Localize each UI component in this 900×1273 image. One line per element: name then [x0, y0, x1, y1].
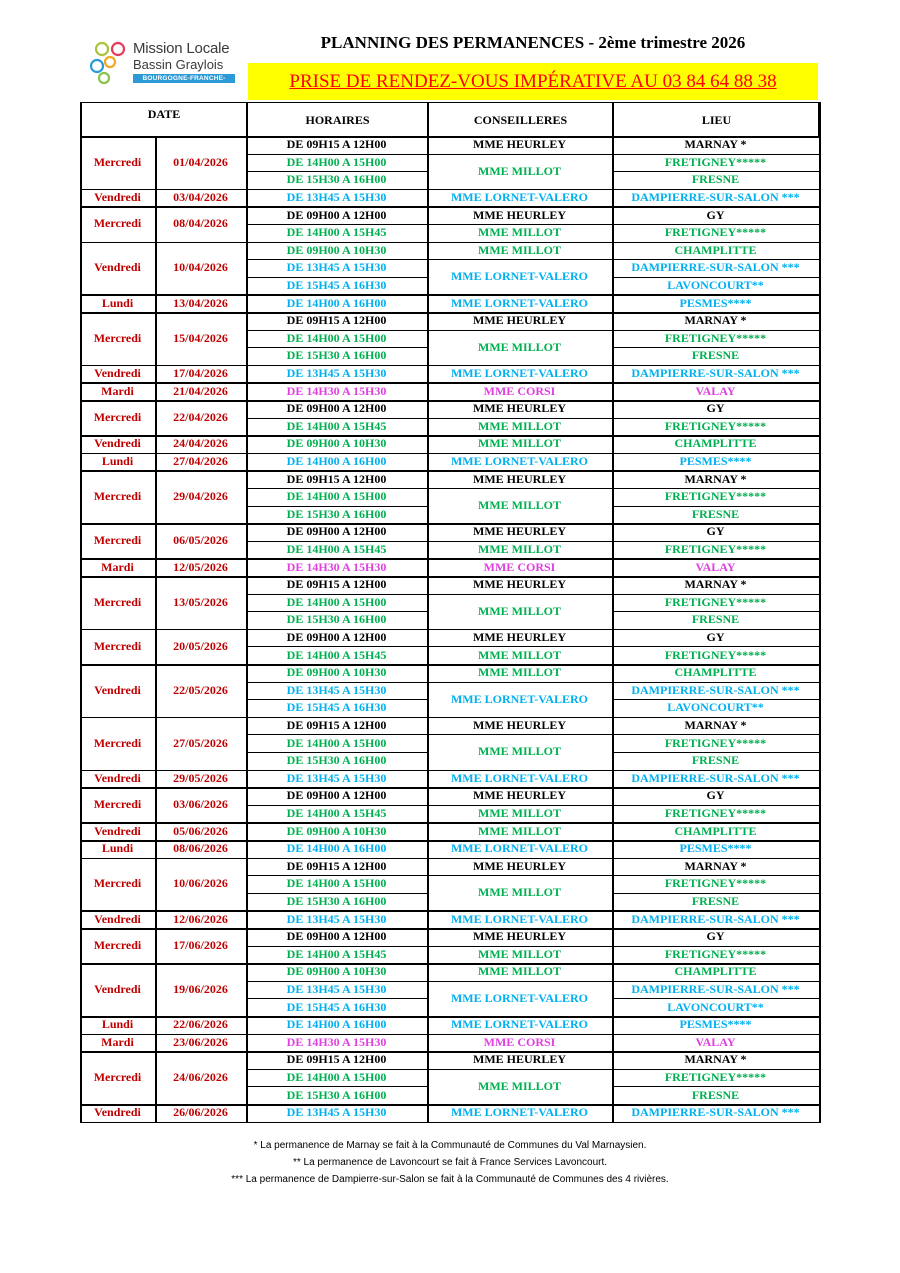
horaire-cell: DE 09H00 A 12H00 [286, 524, 387, 539]
day-cell: Mercredi [93, 797, 142, 812]
conseillere-cell: MME LORNET-VALERO [450, 841, 589, 856]
day-cell: Vendredi [94, 982, 141, 997]
horaire-cell: DE 09H15 A 12H00 [286, 471, 387, 486]
day-cell: Mercredi [93, 154, 142, 169]
lieu-cell: LAVONCOURT** [667, 700, 764, 715]
horaire-cell: DE 14H00 A 16H00 [286, 454, 387, 469]
horaire-cell: DE 09H00 A 10H30 [286, 436, 387, 451]
conseillere-cell: MME MILLOT [478, 603, 561, 618]
day-cell: Mercredi [93, 533, 142, 548]
date-cell: 29/04/2026 [173, 489, 228, 504]
conseillere-cell: MME HEURLEY [473, 207, 566, 222]
horaire-cell: DE 15H30 A 16H00 [286, 753, 387, 768]
lieu-cell: FRESNE [691, 894, 740, 909]
conseillere-cell: MME HEURLEY [473, 788, 566, 803]
horaire-cell: DE 09H15 A 12H00 [286, 313, 387, 328]
horaire-cell: DE 14H00 A 15H00 [286, 735, 387, 750]
conseillere-cell: MME MILLOT [478, 418, 561, 433]
horaire-cell: DE 14H30 A 15H30 [286, 559, 387, 574]
horaire-cell: DE 14H00 A 15H45 [286, 418, 387, 433]
lieu-cell: PESMES**** [679, 1017, 752, 1032]
horaire-cell: DE 09H00 A 12H00 [286, 401, 387, 416]
day-cell: Lundi [101, 841, 134, 856]
lieu-cell: MARNAY * [684, 471, 747, 486]
column-divider [427, 102, 429, 136]
footnote-2: ** La permanence de Lavoncourt se fait à France Services Lavoncourt. [292, 1157, 608, 1168]
date-cell: 10/06/2026 [173, 876, 228, 891]
horaire-cell: DE 09H15 A 12H00 [286, 718, 387, 733]
horaire-cell: DE 15H45 A 16H30 [286, 700, 387, 715]
horaire-cell: DE 14H00 A 15H45 [286, 225, 387, 240]
lieu-cell: GY [706, 401, 725, 416]
lieu-cell: CHAMPLITTE [674, 242, 757, 257]
day-cell: Mercredi [93, 410, 142, 425]
lieu-cell: FRETIGNEY***** [664, 154, 767, 169]
day-cell: Vendredi [94, 366, 141, 381]
day-cell: Vendredi [94, 770, 141, 785]
lieu-cell: PESMES**** [679, 454, 752, 469]
lieu-cell: FRESNE [691, 348, 740, 363]
date-cell: 24/06/2026 [173, 1070, 228, 1085]
conseillere-cell: MME HEURLEY [473, 630, 566, 645]
lieu-cell: DAMPIERRE-SUR-SALON *** [631, 366, 800, 381]
date-cell: 13/05/2026 [173, 594, 228, 609]
horaire-cell: DE 13H45 A 15H30 [286, 190, 387, 205]
day-cell: Mercredi [93, 1070, 142, 1085]
conseillere-cell: MME HEURLEY [473, 577, 566, 592]
horaire-cell: DE 13H45 A 15H30 [286, 911, 387, 926]
column-divider [155, 136, 157, 1123]
horaire-cell: DE 14H00 A 15H00 [286, 594, 387, 609]
date-cell: 17/04/2026 [173, 366, 228, 381]
date-cell: 21/04/2026 [173, 383, 228, 398]
conseillere-cell: MME MILLOT [478, 806, 561, 821]
lieu-cell: GY [706, 788, 725, 803]
date-cell: 26/06/2026 [173, 1105, 228, 1120]
conseillere-cell: MME LORNET-VALERO [450, 190, 589, 205]
column-divider [246, 102, 248, 136]
column-divider [612, 102, 614, 1123]
lieu-cell: DAMPIERRE-SUR-SALON *** [631, 190, 800, 205]
lieu-cell: CHAMPLITTE [674, 665, 757, 680]
lieu-cell: GY [706, 929, 725, 944]
date-cell: 13/04/2026 [173, 295, 228, 310]
column-divider [427, 102, 429, 1123]
lieu-cell: MARNAY * [684, 718, 747, 733]
conseillere-cell: MME MILLOT [478, 498, 561, 513]
horaire-cell: DE 14H30 A 15H30 [286, 1034, 387, 1049]
lieu-cell: DAMPIERRE-SUR-SALON *** [631, 770, 800, 785]
conseillere-cell: MME MILLOT [478, 823, 561, 838]
lieu-cell: VALAY [695, 1034, 736, 1049]
lieu-cell: DAMPIERRE-SUR-SALON *** [631, 1105, 800, 1120]
header-conseilleres: CONSEILLERES [473, 113, 568, 127]
horaire-cell: DE 09H15 A 12H00 [286, 1052, 387, 1067]
day-cell: Vendredi [94, 682, 141, 697]
horaire-cell: DE 15H30 A 16H00 [286, 172, 387, 187]
appointment-banner: PRISE DE RENDEZ-VOUS IMPÉRATIVE AU 03 84 64 88 38 [248, 63, 818, 100]
lieu-cell: FRESNE [691, 612, 740, 627]
date-cell: 29/05/2026 [173, 770, 228, 785]
horaire-cell: DE 09H00 A 10H30 [286, 242, 387, 257]
horaire-cell: DE 14H00 A 16H00 [286, 295, 387, 310]
day-cell: Mercredi [93, 638, 142, 653]
conseillere-cell: MME MILLOT [478, 242, 561, 257]
horaire-cell: DE 13H45 A 15H30 [286, 982, 387, 997]
conseillere-cell: MME LORNET-VALERO [450, 454, 589, 469]
lieu-cell: DAMPIERRE-SUR-SALON *** [631, 682, 800, 697]
horaire-cell: DE 14H00 A 15H00 [286, 330, 387, 345]
date-cell: 01/04/2026 [173, 154, 228, 169]
lieu-cell: LAVONCOURT** [667, 278, 764, 293]
horaire-cell: DE 09H00 A 10H30 [286, 964, 387, 979]
day-cell: Mercredi [93, 735, 142, 750]
column-divider [80, 102, 82, 1123]
lieu-cell: FRESNE [691, 1087, 740, 1102]
conseillere-cell: MME LORNET-VALERO [450, 911, 589, 926]
date-cell: 24/04/2026 [173, 436, 228, 451]
lieu-cell: DAMPIERRE-SUR-SALON *** [631, 911, 800, 926]
horaire-cell: DE 14H00 A 15H45 [286, 806, 387, 821]
conseillere-cell: MME CORSI [483, 383, 556, 398]
lieu-cell: MARNAY * [684, 858, 747, 873]
horaire-cell: DE 13H45 A 15H30 [286, 260, 387, 275]
horaire-cell: DE 09H00 A 12H00 [286, 630, 387, 645]
date-cell: 17/06/2026 [173, 938, 228, 953]
conseillere-cell: MME MILLOT [478, 1078, 561, 1093]
conseillere-cell: MME LORNET-VALERO [450, 366, 589, 381]
conseillere-cell: MME MILLOT [478, 225, 561, 240]
header-lieu: LIEU [701, 113, 732, 127]
lieu-cell: FRETIGNEY***** [664, 594, 767, 609]
lieu-cell: FRETIGNEY***** [664, 225, 767, 240]
conseillere-cell: MME MILLOT [478, 964, 561, 979]
logo-region-badge: BOURGOGNE-FRANCHE-COMTE [133, 74, 235, 83]
date-cell: 05/06/2026 [173, 823, 228, 838]
conseillere-cell: MME HEURLEY [473, 471, 566, 486]
conseillere-cell: MME HEURLEY [473, 313, 566, 328]
conseillere-cell: MME LORNET-VALERO [450, 1105, 589, 1120]
header-horaires: HORAIRES [305, 113, 370, 127]
lieu-cell: FRESNE [691, 172, 740, 187]
horaire-cell: DE 14H00 A 15H00 [286, 1070, 387, 1085]
horaire-cell: DE 15H30 A 16H00 [286, 612, 387, 627]
lieu-cell: LAVONCOURT** [667, 999, 764, 1014]
date-cell: 12/05/2026 [173, 559, 228, 574]
conseillere-cell: MME MILLOT [478, 436, 561, 451]
horaire-cell: DE 14H00 A 15H45 [286, 542, 387, 557]
horaire-cell: DE 13H45 A 15H30 [286, 1105, 387, 1120]
day-cell: Mercredi [93, 594, 142, 609]
date-cell: 03/06/2026 [173, 797, 228, 812]
date-cell: 27/05/2026 [173, 735, 228, 750]
conseillere-cell: MME MILLOT [478, 647, 561, 662]
date-cell: 15/04/2026 [173, 330, 228, 345]
lieu-cell: VALAY [695, 383, 736, 398]
horaire-cell: DE 15H45 A 16H30 [286, 278, 387, 293]
day-cell: Lundi [101, 295, 134, 310]
date-cell: 22/04/2026 [173, 410, 228, 425]
date-cell: 20/05/2026 [173, 638, 228, 653]
lieu-cell: MARNAY * [684, 577, 747, 592]
lieu-cell: CHAMPLITTE [674, 436, 757, 451]
lieu-cell: MARNAY * [684, 1052, 747, 1067]
horaire-cell: DE 09H00 A 10H30 [286, 823, 387, 838]
logo-line-2: Bassin Graylois [133, 57, 224, 72]
day-cell: Vendredi [94, 1105, 141, 1120]
lieu-cell: FRETIGNEY***** [664, 1070, 767, 1085]
day-cell: Mardi [101, 383, 134, 398]
horaire-cell: DE 15H30 A 16H00 [286, 1087, 387, 1102]
date-cell: 08/04/2026 [173, 216, 228, 231]
day-cell: Mardi [101, 559, 134, 574]
horaire-cell: DE 14H30 A 15H30 [286, 383, 387, 398]
horaire-cell: DE 14H00 A 15H00 [286, 876, 387, 891]
day-cell: Mercredi [93, 876, 142, 891]
conseillere-cell: MME MILLOT [478, 163, 561, 178]
conseillere-cell: MME LORNET-VALERO [450, 269, 589, 284]
date-cell: 08/06/2026 [173, 841, 228, 856]
horaire-cell: DE 14H00 A 15H45 [286, 647, 387, 662]
lieu-cell: FRETIGNEY***** [664, 647, 767, 662]
date-cell: 03/04/2026 [173, 190, 228, 205]
conseillere-cell: MME MILLOT [478, 885, 561, 900]
horaire-cell: DE 15H30 A 16H00 [286, 506, 387, 521]
date-cell: 22/05/2026 [173, 682, 228, 697]
lieu-cell: VALAY [695, 559, 736, 574]
horaire-cell: DE 09H00 A 10H30 [286, 665, 387, 680]
page-title: PLANNING DES PERMANENCES - 2ème trimestre 2026 [320, 33, 746, 52]
day-cell: Vendredi [94, 823, 141, 838]
lieu-cell: FRESNE [691, 506, 740, 521]
day-cell: Mercredi [93, 938, 142, 953]
horaire-cell: DE 09H15 A 12H00 [286, 858, 387, 873]
lieu-cell: CHAMPLITTE [674, 823, 757, 838]
date-cell: 12/06/2026 [173, 911, 228, 926]
lieu-cell: GY [706, 630, 725, 645]
lieu-cell: DAMPIERRE-SUR-SALON *** [631, 982, 800, 997]
date-cell: 22/06/2026 [173, 1017, 228, 1032]
lieu-cell: FRETIGNEY***** [664, 946, 767, 961]
day-cell: Mardi [101, 1034, 134, 1049]
conseillere-cell: MME HEURLEY [473, 718, 566, 733]
lieu-cell: FRETIGNEY***** [664, 876, 767, 891]
day-cell: Mercredi [93, 330, 142, 345]
conseillere-cell: MME MILLOT [478, 665, 561, 680]
conseillere-cell: MME MILLOT [478, 744, 561, 759]
lieu-cell: FRETIGNEY***** [664, 735, 767, 750]
horaire-cell: DE 09H00 A 12H00 [286, 929, 387, 944]
lieu-cell: FRETIGNEY***** [664, 489, 767, 504]
day-cell: Vendredi [94, 190, 141, 205]
horaire-cell: DE 14H00 A 16H00 [286, 1017, 387, 1032]
conseillere-cell: MME HEURLEY [473, 401, 566, 416]
lieu-cell: GY [706, 207, 725, 222]
conseillere-cell: MME LORNET-VALERO [450, 990, 589, 1005]
horaire-cell: DE 09H15 A 12H00 [286, 137, 387, 152]
day-cell: Lundi [101, 454, 134, 469]
lieu-cell: FRETIGNEY***** [664, 330, 767, 345]
horaire-cell: DE 14H00 A 15H45 [286, 946, 387, 961]
horaire-cell: DE 14H00 A 15H00 [286, 154, 387, 169]
horaire-cell: DE 14H00 A 15H00 [286, 489, 387, 504]
conseillere-cell: MME CORSI [483, 559, 556, 574]
column-divider [612, 102, 614, 136]
lieu-cell: FRESNE [691, 753, 740, 768]
lieu-cell: GY [706, 524, 725, 539]
horaire-cell: DE 09H15 A 12H00 [286, 577, 387, 592]
day-cell: Vendredi [94, 260, 141, 275]
table-bottom-border [80, 1122, 819, 1124]
day-cell: Vendredi [94, 436, 141, 451]
horaire-cell: DE 15H45 A 16H30 [286, 999, 387, 1014]
lieu-cell: MARNAY * [684, 137, 747, 152]
horaire-cell: DE 14H00 A 16H00 [286, 841, 387, 856]
logo-line-1: Mission Locale [133, 40, 230, 57]
conseillere-cell: MME MILLOT [478, 946, 561, 961]
day-cell: Lundi [101, 1017, 134, 1032]
column-divider [819, 102, 821, 1123]
conseillere-cell: MME HEURLEY [473, 858, 566, 873]
conseillere-cell: MME LORNET-VALERO [450, 1017, 589, 1032]
horaire-cell: DE 13H45 A 15H30 [286, 366, 387, 381]
horaire-cell: DE 13H45 A 15H30 [286, 682, 387, 697]
date-cell: 06/05/2026 [173, 533, 228, 548]
lieu-cell: FRETIGNEY***** [664, 806, 767, 821]
lieu-cell: MARNAY * [684, 313, 747, 328]
lieu-cell: FRETIGNEY***** [664, 542, 767, 557]
conseillere-cell: MME LORNET-VALERO [450, 691, 589, 706]
day-cell: Mercredi [93, 216, 142, 231]
horaire-cell: DE 15H30 A 16H00 [286, 348, 387, 363]
horaire-cell: DE 13H45 A 15H30 [286, 770, 387, 785]
conseillere-cell: MME LORNET-VALERO [450, 295, 589, 310]
conseillere-cell: MME HEURLEY [473, 137, 566, 152]
conseillere-cell: MME MILLOT [478, 339, 561, 354]
horaire-cell: DE 15H30 A 16H00 [286, 894, 387, 909]
lieu-cell: FRETIGNEY***** [664, 418, 767, 433]
horaire-cell: DE 09H00 A 12H00 [286, 788, 387, 803]
date-cell: 19/06/2026 [173, 982, 228, 997]
conseillere-cell: MME HEURLEY [473, 929, 566, 944]
footnote-3: *** La permanence de Dampierre-sur-Salon se fait à la Communauté de Communes des 4 rivières. [231, 1174, 669, 1185]
header-date: DATE [147, 107, 181, 121]
conseillere-cell: MME HEURLEY [473, 524, 566, 539]
date-cell: 10/04/2026 [173, 260, 228, 275]
lieu-cell: PESMES**** [679, 841, 752, 856]
date-cell: 23/06/2026 [173, 1034, 228, 1049]
column-divider [246, 102, 248, 1123]
conseillere-cell: MME MILLOT [478, 542, 561, 557]
conseillere-cell: MME HEURLEY [473, 1052, 566, 1067]
day-cell: Mercredi [93, 489, 142, 504]
lieu-cell: DAMPIERRE-SUR-SALON *** [631, 260, 800, 275]
lieu-cell: PESMES**** [679, 295, 752, 310]
date-cell: 27/04/2026 [173, 454, 228, 469]
lieu-cell: CHAMPLITTE [674, 964, 757, 979]
day-cell: Vendredi [94, 911, 141, 926]
footnote-1: * La permanence de Marnay se fait à la Communauté de Communes du Val Marnaysien. [253, 1140, 647, 1151]
conseillere-cell: MME LORNET-VALERO [450, 770, 589, 785]
conseillere-cell: MME CORSI [483, 1034, 556, 1049]
horaire-cell: DE 09H00 A 12H00 [286, 207, 387, 222]
